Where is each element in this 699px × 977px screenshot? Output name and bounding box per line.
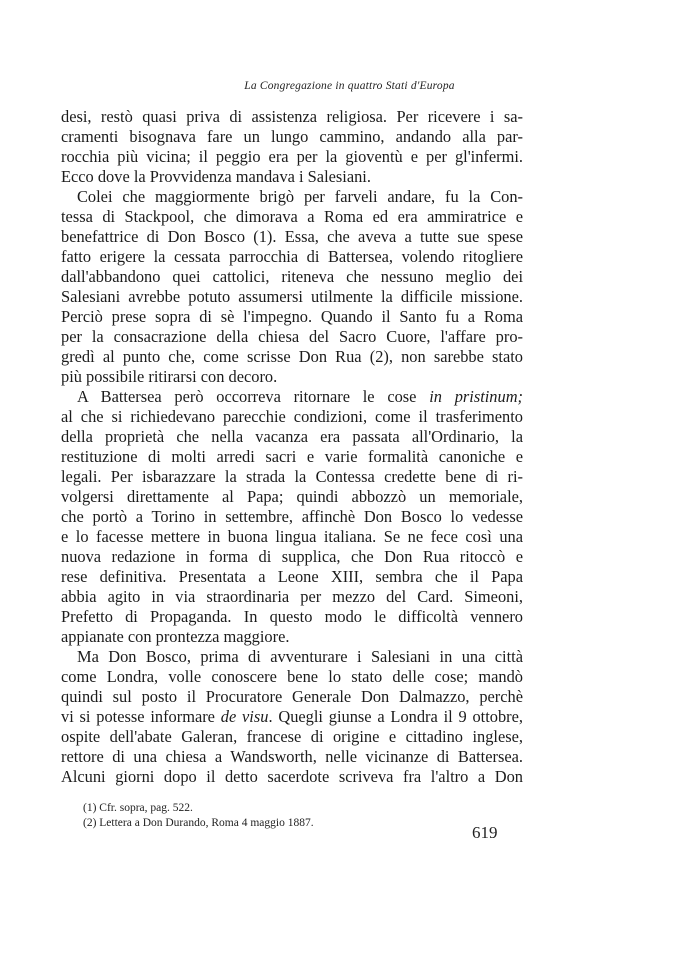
text-line: abbia agito in via straordinaria per mezzo del Card. Simeoni, — [61, 587, 523, 606]
text-line: al che si richiedevano parecchie condizioni, come il trasferimento — [61, 407, 523, 426]
text-line: cramenti bisognava fare un lungo cammino, andando alla par- — [61, 127, 523, 146]
text-line-roman: vi si potesse informare — [61, 707, 221, 726]
body-text — [61, 107, 523, 787]
footnote-1: (1) Cfr. sopra, pag. 522. — [83, 802, 193, 814]
text-line: gredì al punto che, come scrisse Don Rua (2), non sarebbe stato — [61, 347, 523, 366]
text-line: Salesiani avrebbe potuto assumersi utilmente la difficile missione. — [61, 287, 523, 306]
text-line: benefattrice di Don Bosco (1). Essa, che aveva a tutte sue spese — [61, 227, 523, 246]
text-line: dall'abbandono quei cattolici, riteneva che nessuno meglio dei — [61, 267, 523, 286]
italic-phrase: in pristinum; — [429, 387, 523, 406]
text-line: per la consacrazione della chiesa del Sacro Cuore, l'affare pro- — [61, 327, 523, 346]
text-line: legali. Per isbarazzare la strada la Contessa credette bene di ri- — [61, 467, 523, 486]
text-line — [61, 387, 523, 407]
text-line: rocchia più vicina; il peggio era per la gioventù e per gl'infermi. — [61, 147, 523, 166]
text-line: Alcuni giorni dopo il detto sacerdote scriveva fra l'altro a Don — [61, 767, 523, 786]
text-line: rettore di una chiesa a Wandsworth, nelle vicinanze di Battersea. — [61, 747, 523, 766]
text-line: Colei che maggiormente brigò per farveli andare, fu la Con- — [77, 187, 523, 206]
footnotes — [83, 801, 314, 831]
text-line: e lo facesse mettere in buona lingua italiana. Se ne fece così una — [61, 527, 523, 546]
text-line: restituzione di molti arredi sacri e varie formalità canoniche e — [61, 447, 523, 466]
footnote-2: (2) Lettera a Don Durando, Roma 4 maggio 1887. — [83, 817, 314, 829]
text-line-roman: A Battersea però occorreva ritornare le cose — [77, 387, 430, 406]
text-line: desi, restò quasi priva di assistenza religiosa. Per ricevere i sa- — [61, 107, 523, 126]
text-line: come Londra, volle conoscere bene lo stato delle cose; mandò — [61, 667, 523, 686]
text-line: Ecco dove la Provvidenza mandava i Salesiani. — [61, 167, 371, 186]
text-line: volgersi direttamente al Papa; quindi abbozzò un memoriale, — [61, 487, 523, 506]
text-line: rese definitiva. Presentata a Leone XIII, sembra che il Papa — [61, 567, 523, 586]
text-line: della proprietà che nella vacanza era passata all'Ordinario, la — [61, 427, 523, 446]
running-head-text: La Congregazione in quattro Stati d'Europa — [244, 80, 455, 92]
text-line: tessa di Stackpool, che dimorava a Roma ed era ammiratrice e — [61, 207, 523, 226]
text-line: che portò a Torino in settembre, affinchè Don Bosco lo vedesse — [61, 507, 523, 526]
text-line-roman: . Quegli giunse a Londra il 9 ottobre, — [268, 707, 523, 726]
text-line: più possibile ritirarsi con decoro. — [61, 367, 278, 386]
text-line: Perciò prese sopra di sè l'impegno. Quando il Santo fu a Roma — [61, 307, 523, 326]
italic-phrase: de visu — [220, 707, 269, 726]
text-line: quindi sul posto il Procuratore Generale Don Dalmazzo, perchè — [61, 687, 523, 706]
running-head — [0, 80, 699, 92]
text-line — [61, 707, 523, 727]
page-number: 619 — [472, 823, 498, 842]
text-line: appianate con prontezza maggiore. — [61, 627, 290, 646]
text-line: fatto erigere la cessata parrocchia di Battersea, volendo ritogliere — [61, 247, 523, 266]
text-line: Ma Don Bosco, prima di avventurare i Salesiani in una città — [77, 647, 523, 666]
text-line: ospite dell'abate Galeran, francese di origine e cittadino inglese, — [61, 727, 523, 746]
text-line: Prefetto di Propaganda. In questo modo le difficoltà vennero — [61, 607, 523, 626]
text-line: nuova redazione in forma di supplica, che Don Rua ritoccò e — [61, 547, 523, 566]
